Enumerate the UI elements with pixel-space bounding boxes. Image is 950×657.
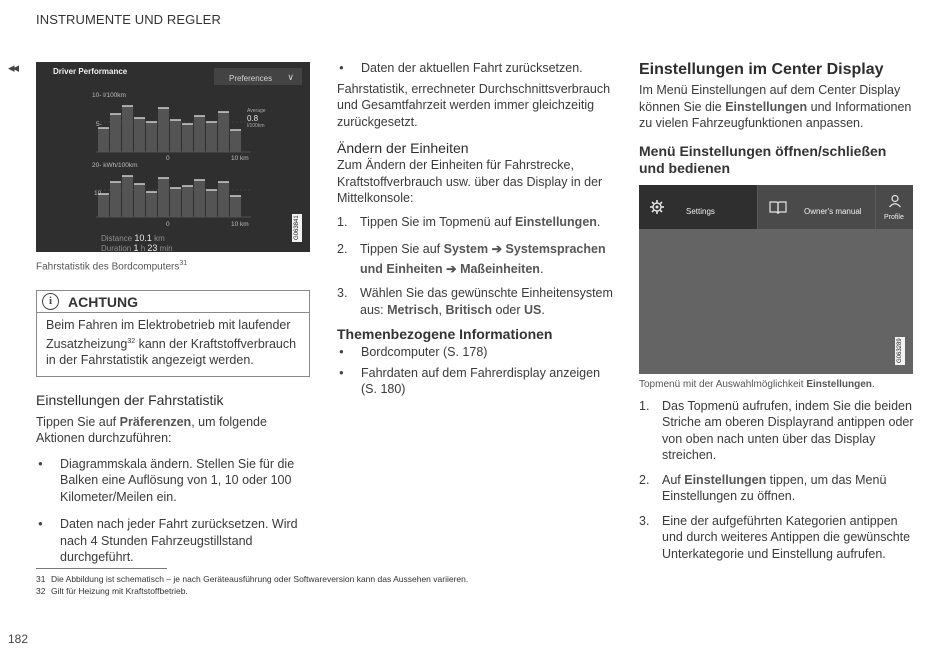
- step-number: 3.: [639, 513, 650, 528]
- step-text: .: [541, 302, 545, 317]
- step-keyword: Einstellungen: [514, 214, 597, 229]
- step-number: 1.: [639, 398, 650, 413]
- step-text: oder: [492, 302, 524, 317]
- footnote-text: Die Abbildung ist schematisch – je nach Geräteausführung oder Softwareversion kann das Aussehen variieren.: [51, 574, 469, 584]
- step-text: .: [596, 214, 601, 229]
- warning-box: [36, 290, 310, 377]
- distance-label: Distance: [101, 234, 133, 243]
- section-heading-related: Themenbezogene Informationen: [337, 326, 553, 342]
- list-item: ● Diagrammskala ändern. Stellen Sie für die Balken eine Auflösung von 1, 10 oder 100 Kilometer/Meilen ein.: [36, 456, 310, 506]
- chart1-bar: [158, 108, 169, 152]
- related-link[interactable]: ● Fahrdaten auf dem Fahrerdisplay anzeigen (S. 180): [337, 365, 613, 398]
- section-heading-statistics-settings: Einstellungen der Fahrstatistik: [36, 391, 224, 408]
- chart2-bar: [146, 192, 157, 217]
- tab-owners-manual[interactable]: [757, 185, 875, 229]
- tab-profile-label: Profile: [884, 213, 904, 221]
- driver-performance-charts: [36, 62, 310, 252]
- screen-title: Driver Performance: [53, 67, 128, 76]
- chart2-bar: [206, 190, 217, 217]
- step-keyword: Maßeinheiten: [460, 262, 540, 276]
- chart2-tick-mid: 10: [94, 190, 102, 197]
- figure-caption: [36, 257, 310, 273]
- chart2-bar: [158, 178, 169, 217]
- step-text: .: [539, 262, 544, 276]
- chart2-axis-zero: 0: [166, 221, 170, 228]
- duration-hours-unit: h: [140, 244, 146, 252]
- column-2: [337, 60, 613, 402]
- image-code: G063841: [294, 215, 300, 241]
- step-number: 2.: [337, 242, 348, 256]
- chart1-bar: [230, 130, 241, 152]
- chart1-bar: [194, 116, 205, 152]
- intro-text-a: Im Menü Einstellungen auf dem Center Display können Sie die: [639, 83, 901, 114]
- arrow-right-icon: ➔: [442, 262, 461, 276]
- chart1-average-label: Average: [247, 108, 266, 114]
- duration-label: Duration: [101, 244, 132, 252]
- chart2-bar: [230, 196, 241, 217]
- chart1-bar: [170, 120, 181, 152]
- intro-keyword: Einstellungen: [725, 99, 808, 114]
- center-display-intro: [639, 82, 915, 132]
- reset-paragraph: Fahrstatistik, errechneter Durchschnittsverbrauch und Gesamtfahrzeit werden immer gleichzeitig zurückgesetzt.: [337, 81, 611, 129]
- chart1-bar: [134, 118, 145, 152]
- caption-text: Topmenü mit der Auswahlmöglichkeit: [639, 378, 807, 390]
- chevron-down-icon: ∨: [287, 72, 294, 82]
- tab-settings-label: Settings: [686, 206, 715, 216]
- footnote-32: [36, 585, 916, 597]
- chart2-bar: [182, 186, 193, 217]
- user-icon: [888, 194, 902, 208]
- tab-owners-manual-label: Owner's manual: [804, 206, 862, 216]
- chart1-axis-zero: 0: [166, 155, 170, 162]
- duration-readout: [101, 240, 173, 252]
- units-intro: Zum Ändern der Einheiten für Fahrstrecke, Kraftstoffverbrauch usw. über das Display in der Mittelkonsole:: [337, 158, 603, 205]
- distance-value: 10.1: [134, 233, 152, 243]
- step-item: [639, 513, 915, 563]
- intro-text-a: Tippen Sie auf: [36, 414, 120, 429]
- footnote-number: 32: [36, 586, 46, 596]
- chart1-bars: [98, 106, 241, 152]
- related-links-list: [337, 344, 613, 398]
- image-code: G063289: [897, 338, 903, 363]
- step-item: [337, 214, 613, 231]
- intro-keyword: Präferenzen: [119, 414, 192, 429]
- step-keyword: Britisch: [445, 302, 493, 317]
- figure-caption: [639, 378, 915, 391]
- step-text: ,: [438, 302, 446, 317]
- preferences-label: Preferences: [229, 74, 273, 83]
- distance-unit: km: [154, 234, 165, 243]
- step-text: Tippen Sie im Topmenü auf: [360, 214, 515, 229]
- chart2-axis-ten: 10 km: [231, 221, 249, 228]
- step-text: Tippen Sie auf: [360, 242, 444, 256]
- back-arrows-icon[interactable]: ◂◂: [8, 60, 18, 75]
- intro-text-b: und Informationen zu vielen Fahrzeugfunktionen anpassen.: [639, 99, 912, 130]
- chart1-average-value: 0.8: [247, 114, 259, 123]
- chart2-unit-label: 20- kWh/100km: [92, 162, 138, 169]
- footnote-text: Gilt für Heizung mit Kraftstoffbetrieb.: [51, 586, 188, 596]
- settings-top-menu-screen: [639, 185, 913, 374]
- duration-minutes: 23: [147, 243, 158, 252]
- statistics-options-list: [36, 456, 310, 566]
- list-item: ● Daten nach jeder Fahrt zurücksetzen. Wird nach 4 Stunden Fahrzeugstillstand durchgeführt.: [36, 516, 310, 566]
- units-steps: [337, 214, 613, 319]
- step-item: [337, 285, 613, 318]
- section-header: INSTRUMENTE UND REGLER: [36, 12, 221, 27]
- step-text: tippen, um das Menü Einstellungen zu öffnen.: [662, 472, 887, 503]
- chart1-tick-mid: 5-: [96, 121, 102, 128]
- driver-performance-screen: [36, 62, 310, 252]
- chart1-unit-label: 10- l/100km: [92, 92, 126, 99]
- chart1-bar: [122, 106, 133, 152]
- page-title: Einstellungen im Center Display: [639, 61, 884, 78]
- gear-icon: [649, 199, 665, 215]
- footnote-31: [36, 573, 916, 585]
- chart2-bar: [122, 176, 133, 217]
- chart2-bar: [134, 184, 145, 217]
- book-icon: [769, 200, 787, 214]
- step-item: [639, 472, 915, 505]
- duration-minutes-unit: min: [159, 244, 173, 252]
- footnote-divider: [36, 568, 167, 569]
- column-1: [36, 62, 310, 570]
- column-3: [639, 60, 915, 570]
- footnote-ref-31[interactable]: 31: [179, 260, 188, 267]
- step-keyword: Metrisch: [387, 302, 439, 317]
- step-keyword: System: [443, 242, 489, 256]
- chart1-bar: [110, 114, 121, 152]
- chart1-bar: [182, 124, 193, 152]
- warning-text: [37, 313, 309, 376]
- chart2-bar: [170, 188, 181, 217]
- chart1-bar: [98, 128, 109, 152]
- preferences-button[interactable]: [214, 68, 302, 85]
- menu-steps: [639, 398, 915, 563]
- page-number: 182: [8, 632, 29, 646]
- chart2-bar: [110, 182, 121, 217]
- step-number: 2.: [639, 472, 650, 487]
- step-text: Das Topmenü aufrufen, indem Sie die beiden Striche am oberen Displayrand antippen oder von oben nach unten über das Display streichen.: [662, 398, 914, 462]
- step-text: Eine der aufgeführten Kategorien antippen und durch weiteres Antippen die gewünschte Unterkategorie und Einstellung aufrufen.: [662, 513, 911, 561]
- step-text: Wählen Sie das gewünschte Einheitensystem aus:: [360, 286, 613, 317]
- step-keyword: Einstellungen: [684, 472, 767, 487]
- caption-keyword: Einstellungen: [806, 378, 872, 390]
- intro-text-b: , um folgende Aktionen durchzuführen:: [36, 414, 267, 446]
- chart1-bar: [206, 122, 217, 152]
- tab-settings[interactable]: [639, 185, 757, 229]
- chart2-bar: [194, 180, 205, 217]
- chart1-bar: [146, 122, 157, 152]
- section-heading-menu: Menü Einstellungen öffnen/schließen und bedienen: [639, 142, 887, 176]
- warning-text-a: Beim Fahren im Elektrobetrieb mit laufender Zusatzheizung: [46, 318, 291, 351]
- footnotes: [36, 568, 916, 597]
- warning-text-b: kann der Kraftstoffverbrauch in der Fahrstatistik angezeigt werden.: [46, 336, 297, 368]
- section-heading-units: Ändern der Einheiten: [337, 140, 469, 156]
- step-keyword: Systemsprachen und Einheiten: [360, 242, 606, 276]
- info-icon: i: [42, 293, 59, 310]
- list-item: ● Daten der aktuellen Fahrt zurücksetzen.: [337, 60, 613, 77]
- step-number: 1.: [337, 214, 348, 229]
- chart2-bar: [218, 182, 229, 217]
- duration-hours: 1: [133, 243, 139, 252]
- step-item: [639, 398, 915, 464]
- warning-header: [37, 291, 309, 313]
- reset-list: [337, 60, 613, 77]
- chart1-axis-ten: 10 km: [231, 155, 249, 162]
- chart2-bar: [98, 194, 109, 217]
- chart1-bar: [218, 112, 229, 152]
- related-link[interactable]: ● Bordcomputer (S. 178): [337, 344, 613, 361]
- footnote-number: 31: [36, 574, 46, 584]
- warning-title: ACHTUNG: [68, 293, 138, 310]
- step-text: Auf: [662, 472, 685, 487]
- step-number: 3.: [337, 286, 348, 300]
- chart1-average-unit: l/100km: [247, 123, 265, 129]
- caption-text: Fahrstatistik des Bordcomputers: [36, 261, 180, 273]
- footnote-ref-32[interactable]: 32: [127, 337, 136, 345]
- arrow-right-icon: ➔: [488, 242, 506, 256]
- statistics-intro: [36, 414, 310, 447]
- step-keyword: US: [523, 302, 542, 317]
- caption-text: .: [871, 378, 875, 390]
- tab-profile[interactable]: [875, 185, 913, 229]
- step-item: [337, 239, 613, 279]
